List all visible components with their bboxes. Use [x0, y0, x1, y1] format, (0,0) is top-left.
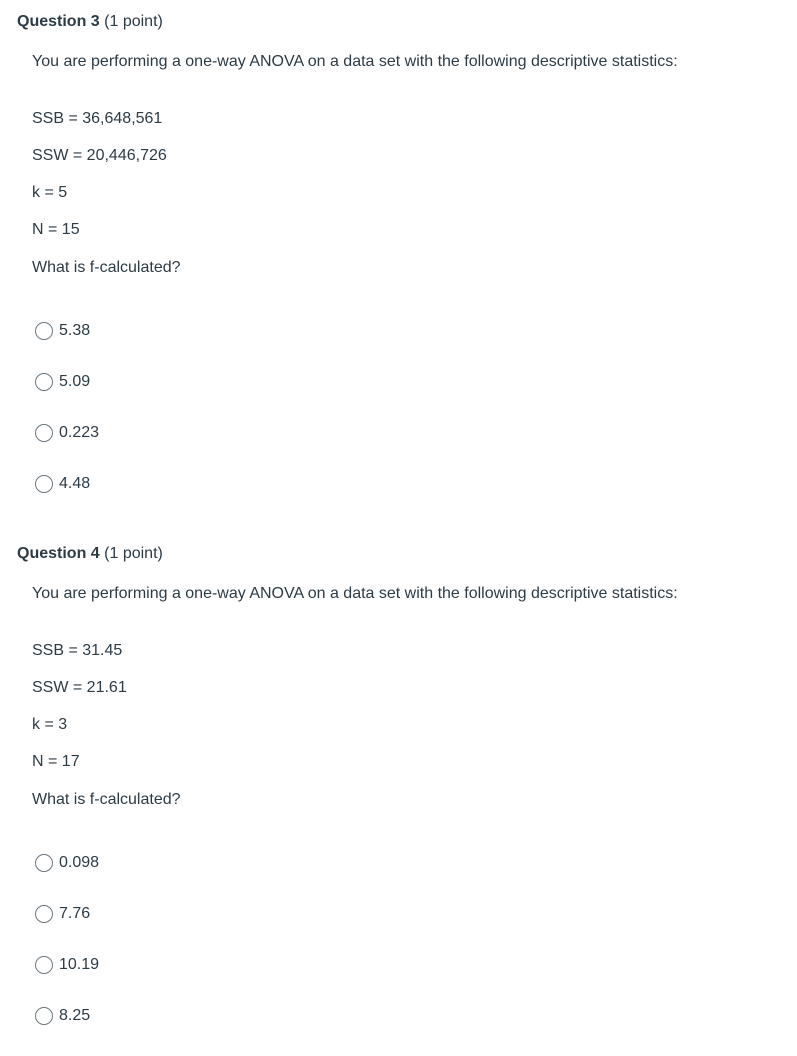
question-prompt: What is f-calculated?: [32, 259, 181, 276]
answer-label[interactable]: 0.098: [59, 854, 100, 871]
stat-k: k = 5: [32, 184, 68, 201]
stat-n: N = 17: [32, 753, 80, 770]
question-stem: You are performing a one-way ANOVA on a data set with the following descriptive statistics:: [32, 53, 678, 70]
radio-button[interactable]: [35, 854, 53, 872]
answer-option[interactable]: [35, 1004, 90, 1028]
stat-ssw: SSW = 20,446,726: [32, 147, 167, 164]
question-header: [17, 12, 163, 32]
stat-ssb: SSB = 36,648,561: [32, 110, 163, 127]
question-title: Question 3: [17, 13, 100, 30]
answer-option[interactable]: [35, 902, 90, 926]
answer-option[interactable]: [35, 370, 90, 394]
question-stem: You are performing a one-way ANOVA on a data set with the following descriptive statistics:: [32, 585, 678, 602]
radio-button[interactable]: [35, 475, 53, 493]
stat-n: N = 15: [32, 221, 80, 238]
question-points: (1 point): [104, 545, 163, 562]
answer-label[interactable]: 0.223: [59, 424, 100, 441]
answer-label[interactable]: 5.09: [59, 373, 91, 390]
question-title: Question 4: [17, 545, 100, 562]
answer-option[interactable]: [35, 851, 99, 875]
stat-ssw: SSW = 21.61: [32, 679, 127, 696]
answer-label[interactable]: 8.25: [59, 1007, 91, 1024]
radio-button[interactable]: [35, 956, 53, 974]
answer-label[interactable]: 7.76: [59, 905, 91, 922]
radio-button[interactable]: [35, 424, 53, 442]
answer-label[interactable]: 4.48: [59, 475, 91, 492]
question-prompt: What is f-calculated?: [32, 791, 181, 808]
radio-button[interactable]: [35, 905, 53, 923]
stat-ssb: SSB = 31.45: [32, 642, 123, 659]
question-header: [17, 544, 163, 564]
radio-button[interactable]: [35, 322, 53, 340]
radio-button[interactable]: [35, 373, 53, 391]
answer-option[interactable]: [35, 472, 90, 496]
answer-option[interactable]: [35, 953, 99, 977]
answer-option[interactable]: [35, 319, 90, 343]
question-points: (1 point): [104, 13, 163, 30]
radio-button[interactable]: [35, 1007, 53, 1025]
stat-k: k = 3: [32, 716, 68, 733]
answer-label[interactable]: 5.38: [59, 322, 91, 339]
answer-option[interactable]: [35, 421, 99, 445]
answer-label[interactable]: 10.19: [59, 956, 100, 973]
